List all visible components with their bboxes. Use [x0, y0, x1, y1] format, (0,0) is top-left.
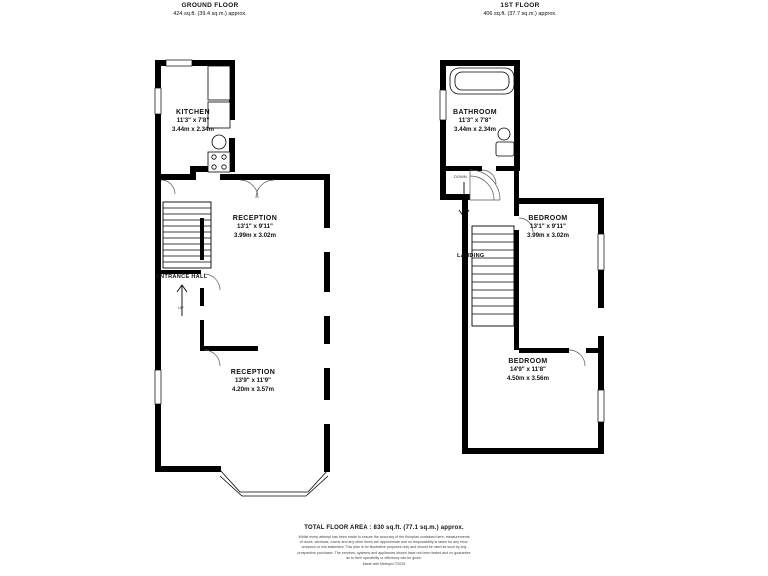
disclaimer-line: as to their operability or efficiency can be given.	[346, 555, 422, 560]
disclaimer	[0, 535, 768, 561]
room-dim-imperial: 13'1" x 9'11"	[237, 223, 273, 231]
disclaimer-line: prospective purchaser. The services, systems and appliances shown have not been tested and no guarantee	[297, 550, 471, 555]
room-name: BEDROOM	[528, 215, 568, 222]
room-name: KITCHEN	[176, 109, 210, 116]
room-dim-imperial: 11'3" x 7'8"	[176, 117, 210, 125]
ground-floor-plan	[60, 30, 400, 530]
ground-floor-area: 424 sq.ft. (39.4 sq.m.) approx.	[173, 11, 247, 18]
room-name: BEDROOM	[508, 358, 548, 365]
annotation-up: UP	[178, 305, 184, 310]
room-label-bedroom-2	[478, 357, 578, 383]
room-label-bathroom	[430, 108, 520, 134]
ground-floor-header	[120, 2, 300, 18]
room-name: RECEPTION	[230, 369, 276, 376]
room-name: BATHROOM	[453, 109, 497, 116]
first-floor-area: 406 sq.ft. (37.7 sq.m.) approx.	[483, 11, 557, 18]
room-dim-metric: 3.44m x 2.34m	[454, 125, 496, 133]
first-floor-plan	[400, 30, 740, 530]
annotation-landing: LANDING	[457, 253, 485, 259]
maker-credit: Made with Metropix ©2025	[362, 562, 406, 567]
total-floor-area: TOTAL FLOOR AREA : 830 sq.ft. (77.1 sq.m.) approx.	[304, 525, 464, 531]
room-dim-metric: 4.20m x 3.57m	[232, 385, 274, 393]
room-label-reception-1	[205, 214, 305, 240]
room-dim-imperial: 14'9" x 11'8"	[510, 366, 546, 374]
room-dim-metric: 3.99m x 3.02m	[234, 231, 276, 239]
annotation-down: DOWN	[454, 174, 467, 179]
room-dim-metric: 3.99m x 3.02m	[527, 231, 569, 239]
first-floor-header	[430, 2, 610, 18]
room-dim-metric: 4.50m x 3.56m	[507, 374, 549, 382]
room-dim-metric: 3.44m x 2.34m	[172, 125, 214, 133]
annotation-entrance-hall: ENTRANCE HALL	[156, 274, 208, 280]
disclaimer-line: of doors, windows, rooms and any other items are approximate and no responsibility is taken for any error,	[299, 540, 469, 545]
disclaimer-line: Whilst every attempt has been made to ensure the accuracy of the floorplan contained here, measurements	[298, 535, 470, 539]
room-name: RECEPTION	[232, 215, 278, 222]
disclaimer-line: omission or mis-statement. This plan is for illustrative purposes only and should be used as such by any	[301, 545, 467, 550]
footer	[0, 525, 768, 566]
room-label-reception-2	[203, 368, 303, 394]
ground-floor-title: GROUND FLOOR	[181, 2, 239, 9]
room-label-bedroom-1	[498, 214, 598, 240]
room-dim-imperial: 11'3" x 7'8"	[458, 117, 492, 125]
room-dim-imperial: 13'9" x 11'9"	[235, 377, 271, 385]
first-floor-title: 1ST FLOOR	[500, 2, 540, 9]
room-label-kitchen	[148, 108, 238, 134]
room-dim-imperial: 13'1" x 9'11"	[530, 223, 566, 231]
